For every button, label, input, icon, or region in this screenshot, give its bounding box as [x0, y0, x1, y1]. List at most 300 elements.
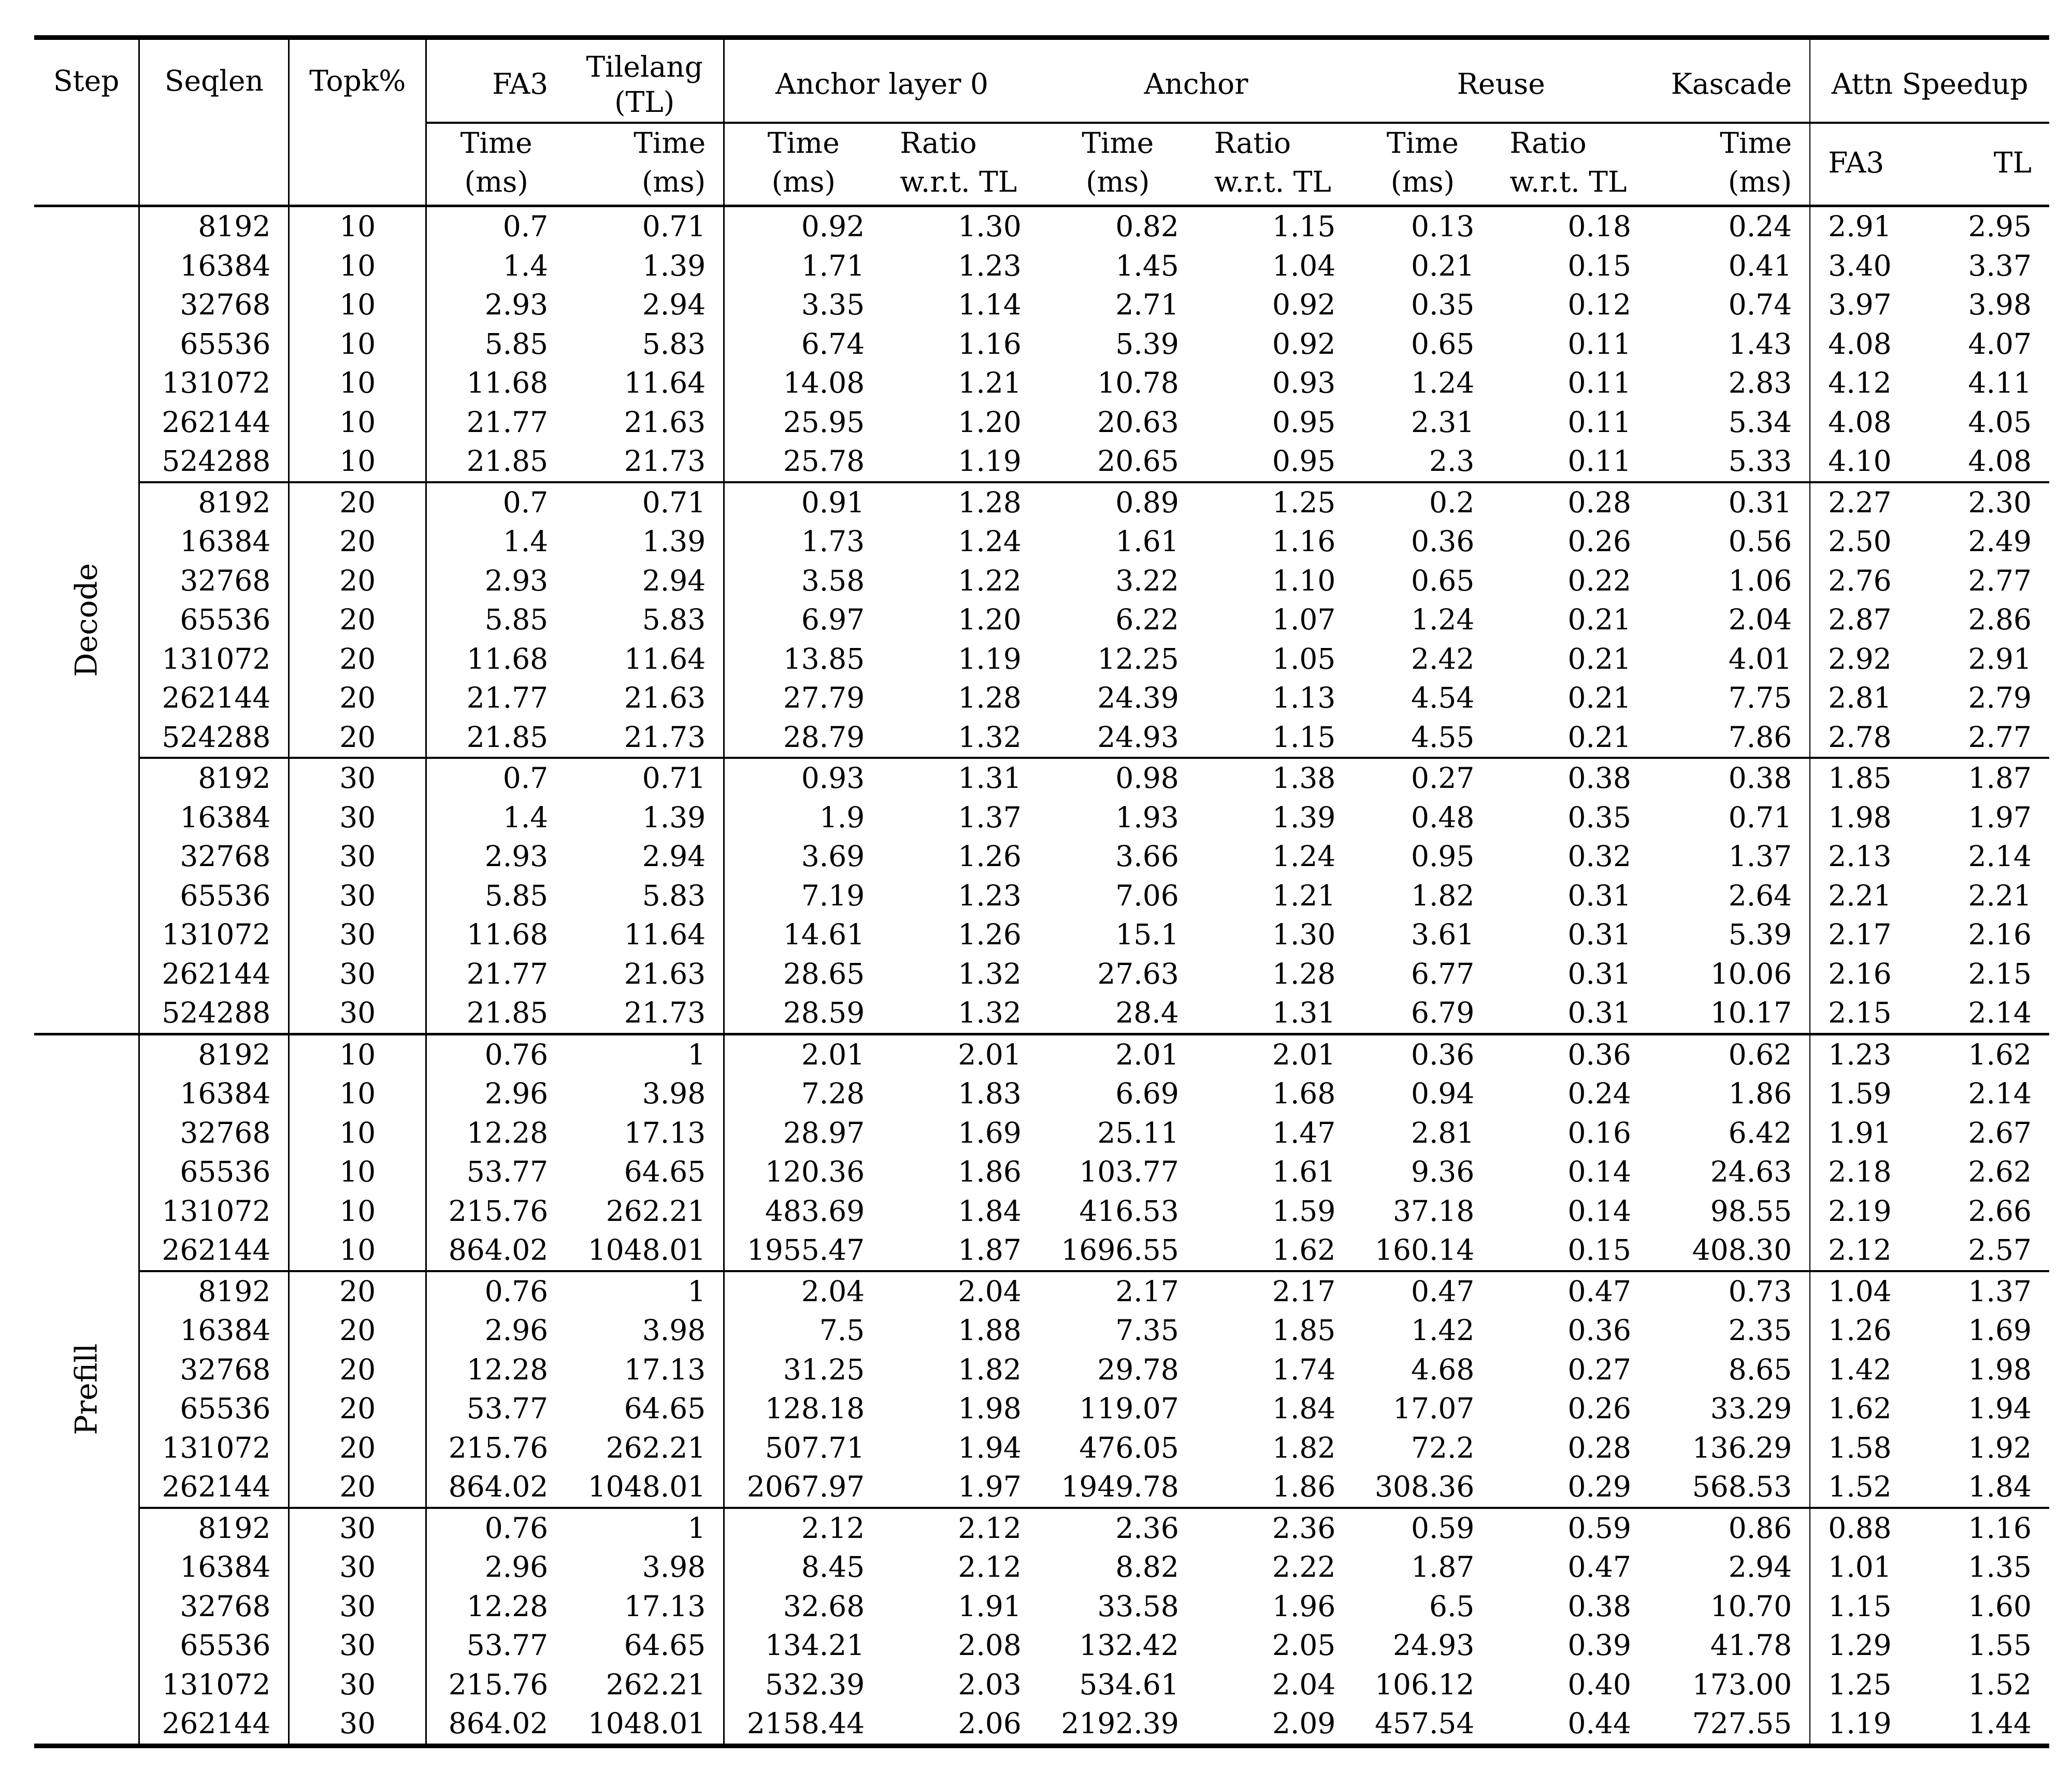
cell-anchor-ratio: 1.39 [1272, 800, 1336, 834]
ratio-label: Ratio [1509, 126, 1587, 160]
results-table-container [34, 35, 2049, 1748]
cell-tl-time: 64.65 [624, 1392, 706, 1425]
cell-anchor-ratio: 1.04 [1272, 249, 1336, 282]
cell-fa3-time: 21.77 [426, 403, 566, 442]
cell-anchor-ratio: 0.92 [1272, 327, 1336, 361]
cell-topk: 30 [289, 1665, 426, 1705]
cell-anchor-time: 8.82 [1115, 1550, 1179, 1583]
cell-anchor0-ratio: 1.19 [958, 642, 1021, 675]
cell-anchor0-time: 8.45 [724, 1548, 883, 1587]
cell-anchor0-time: 128.18 [724, 1389, 883, 1429]
table-row [34, 247, 2049, 286]
cell-anchor0-ratio: 1.24 [958, 525, 1021, 558]
cell-anchor0-time: 134.21 [724, 1626, 883, 1665]
cell-seqlen: 131072 [139, 1429, 289, 1468]
cell-anchor-ratio: 0.93 [1272, 366, 1336, 399]
wrt-tl-label: w.r.t. TL [1214, 165, 1331, 198]
cell-topk: 20 [289, 1429, 426, 1468]
cell-anchor-time: 15.1 [1115, 918, 1179, 951]
cell-reuse-ratio: 0.15 [1567, 1233, 1631, 1266]
cell-tl-time: 21.73 [624, 444, 706, 478]
cell-seqlen: 262144 [139, 955, 289, 994]
subheader-anchor0-ratio [882, 123, 1039, 206]
cell-speedup-fa3: 4.08 [1810, 325, 1930, 364]
cell-seqlen: 65536 [139, 325, 289, 364]
cell-topk: 20 [289, 1467, 426, 1508]
cell-anchor-time: 6.69 [1115, 1077, 1179, 1110]
header-row-1 [34, 38, 2049, 123]
cell-anchor0-ratio: 1.98 [958, 1392, 1021, 1425]
cell-anchor-ratio: 1.15 [1197, 206, 1354, 247]
cell-speedup-fa3: 1.52 [1810, 1467, 1930, 1508]
cell-anchor0-time: 532.39 [724, 1665, 883, 1705]
cell-kascade-time: 1.37 [1728, 840, 1792, 873]
cell-anchor0-ratio: 1.20 [958, 405, 1021, 439]
cell-topk: 10 [289, 364, 426, 403]
cell-anchor-ratio: 1.38 [1197, 758, 1354, 798]
cell-anchor-ratio: 1.15 [1272, 720, 1336, 754]
cell-speedup-fa3: 1.91 [1810, 1114, 1930, 1153]
cell-seqlen: 32768 [139, 1350, 289, 1390]
header-tilelang-line1: Tilelang [586, 50, 703, 83]
table-row [34, 1153, 2049, 1192]
cell-fa3-time: 5.85 [426, 600, 566, 640]
cell-kascade-time: 2.83 [1728, 366, 1792, 399]
cell-tl-time: 1048.01 [587, 1233, 706, 1266]
cell-reuse-ratio: 0.31 [1567, 918, 1631, 951]
time-label: Time [1082, 126, 1154, 160]
cell-kascade-time: 33.29 [1710, 1392, 1792, 1425]
cell-kascade-time: 1.43 [1728, 327, 1792, 361]
cell-anchor-time: 0.89 [1039, 482, 1197, 523]
cell-anchor0-time: 32.68 [724, 1587, 883, 1626]
cell-speedup-fa3: 1.04 [1810, 1271, 1930, 1312]
cell-speedup-tl: 2.14 [1968, 1077, 2032, 1110]
cell-anchor0-ratio: 1.16 [958, 327, 1021, 361]
cell-anchor-ratio: 2.36 [1197, 1508, 1354, 1548]
cell-reuse-time: 2.42 [1411, 642, 1475, 675]
cell-anchor-time: 103.77 [1079, 1155, 1179, 1188]
cell-speedup-tl: 2.67 [1968, 1116, 2032, 1149]
table-row [34, 325, 2049, 364]
cell-seqlen: 262144 [139, 1467, 289, 1508]
cell-anchor-time: 0.82 [1039, 206, 1197, 247]
cell-fa3-time: 2.96 [426, 1548, 566, 1587]
cell-anchor-time: 5.39 [1115, 327, 1179, 361]
cell-seqlen: 65536 [139, 876, 289, 916]
cell-reuse-time: 0.47 [1353, 1271, 1492, 1312]
cell-seqlen: 131072 [139, 640, 289, 679]
cell-seqlen: 16384 [139, 247, 289, 286]
cell-anchor-time: 2.17 [1039, 1271, 1197, 1312]
table-row [34, 403, 2049, 442]
cell-reuse-time: 0.35 [1411, 288, 1475, 321]
cell-seqlen: 131072 [139, 915, 289, 955]
header-reuse: Reuse [1353, 38, 1649, 123]
cell-speedup-fa3: 2.92 [1810, 640, 1930, 679]
cell-kascade-time: 568.53 [1692, 1470, 1792, 1503]
cell-reuse-time: 0.59 [1353, 1508, 1492, 1548]
cell-anchor-time: 24.39 [1097, 681, 1179, 714]
cell-fa3-time: 11.68 [426, 364, 566, 403]
cell-speedup-fa3: 1.85 [1810, 758, 1930, 798]
cell-speedup-fa3: 1.26 [1810, 1311, 1930, 1350]
cell-topk: 10 [289, 285, 426, 325]
cell-anchor0-ratio: 2.06 [882, 1704, 1039, 1746]
cell-anchor-ratio: 2.09 [1197, 1704, 1354, 1746]
cell-anchor-time: 2.36 [1039, 1508, 1197, 1548]
cell-anchor-time: 3.66 [1115, 840, 1179, 873]
cell-anchor0-time: 7.28 [724, 1074, 883, 1114]
cell-kascade-time: 0.41 [1728, 249, 1792, 282]
cell-tl-time: 64.65 [624, 1155, 706, 1188]
table-row [34, 1429, 2049, 1468]
cell-topk: 20 [289, 482, 426, 523]
cell-anchor-ratio: 1.16 [1272, 525, 1336, 558]
cell-tl-time: 2.94 [642, 840, 706, 873]
cell-anchor-ratio: 2.17 [1197, 1271, 1354, 1312]
cell-anchor-time: 2.71 [1115, 288, 1179, 321]
table-row [34, 1626, 2049, 1665]
cell-speedup-tl: 2.14 [1968, 996, 2032, 1029]
cell-fa3-time: 864.02 [426, 1231, 566, 1271]
cell-topk: 10 [289, 1231, 426, 1271]
cell-anchor-ratio: 1.61 [1272, 1155, 1336, 1188]
cell-anchor-time: 1.93 [1115, 800, 1179, 834]
cell-anchor-time: 2.01 [1039, 1034, 1197, 1074]
cell-reuse-time: 1.24 [1411, 603, 1475, 636]
cell-reuse-ratio: 0.39 [1567, 1629, 1631, 1662]
cell-tl-time: 2.94 [642, 564, 706, 597]
cell-anchor0-time: 6.74 [724, 325, 883, 364]
cell-reuse-ratio: 0.24 [1567, 1077, 1631, 1110]
cell-anchor-time: 7.06 [1115, 879, 1179, 912]
cell-anchor-ratio: 2.22 [1272, 1550, 1336, 1583]
cell-speedup-tl: 2.30 [1930, 482, 2049, 523]
cell-fa3-time: 1.4 [426, 247, 566, 286]
cell-anchor-ratio: 1.31 [1272, 996, 1336, 1029]
cell-topk: 20 [289, 1311, 426, 1350]
cell-anchor0-time: 1.9 [724, 798, 883, 838]
cell-anchor0-time: 2.04 [724, 1271, 883, 1312]
cell-speedup-fa3: 1.42 [1810, 1350, 1930, 1390]
cell-fa3-time: 21.85 [426, 994, 566, 1034]
table-row [34, 1192, 2049, 1231]
cell-speedup-tl: 4.08 [1968, 444, 2032, 478]
cell-reuse-time: 0.48 [1411, 800, 1475, 834]
cell-reuse-time: 0.21 [1411, 249, 1475, 282]
cell-anchor0-time: 25.78 [724, 442, 883, 482]
cell-anchor0-ratio: 2.12 [958, 1550, 1021, 1583]
cell-speedup-tl: 4.07 [1968, 327, 2032, 361]
cell-speedup-tl: 1.35 [1968, 1550, 2032, 1583]
cell-anchor0-ratio: 1.32 [958, 996, 1021, 1029]
cell-reuse-ratio: 0.32 [1567, 840, 1631, 873]
cell-kascade-time: 10.70 [1710, 1589, 1792, 1623]
cell-fa3-time: 0.76 [426, 1271, 566, 1312]
cell-kascade-time: 0.56 [1728, 525, 1792, 558]
cell-seqlen: 32768 [139, 1587, 289, 1626]
cell-topk: 10 [289, 247, 426, 286]
cell-anchor-ratio: 1.47 [1272, 1116, 1336, 1149]
cell-anchor0-ratio: 1.84 [958, 1194, 1021, 1228]
cell-anchor-ratio: 1.86 [1272, 1470, 1336, 1503]
wrt-tl-label: w.r.t. TL [1509, 165, 1627, 198]
cell-topk: 30 [289, 1508, 426, 1548]
cell-anchor-time: 534.61 [1079, 1667, 1179, 1701]
cell-topk: 20 [289, 718, 426, 758]
cell-anchor-ratio: 1.24 [1272, 840, 1336, 873]
cell-tl-time: 17.13 [624, 1116, 706, 1149]
cell-anchor0-time: 1955.47 [724, 1231, 883, 1271]
cell-kascade-time: 0.31 [1649, 482, 1810, 523]
table-row [34, 640, 2049, 679]
cell-reuse-ratio: 0.11 [1567, 366, 1631, 399]
cell-topk: 20 [289, 679, 426, 718]
cell-anchor0-ratio: 1.32 [958, 720, 1021, 754]
cell-reuse-time: 457.54 [1353, 1704, 1492, 1746]
cell-reuse-ratio: 0.22 [1567, 564, 1631, 597]
cell-anchor0-ratio: 1.97 [958, 1470, 1021, 1503]
table-row [34, 1231, 2049, 1271]
cell-fa3-time: 2.96 [426, 1074, 566, 1114]
cell-anchor0-time: 14.61 [724, 915, 883, 955]
cell-anchor-ratio: 1.05 [1272, 642, 1336, 675]
cell-anchor0-ratio: 2.01 [882, 1034, 1039, 1074]
cell-anchor0-time: 3.35 [724, 285, 883, 325]
header-fa3: FA3 [426, 38, 566, 123]
cell-topk: 30 [289, 915, 426, 955]
cell-reuse-ratio: 0.29 [1567, 1470, 1631, 1503]
cell-speedup-tl: 1.62 [1930, 1034, 2049, 1074]
cell-speedup-tl: 1.69 [1968, 1314, 2032, 1347]
cell-seqlen: 8192 [139, 1271, 289, 1312]
cell-anchor-ratio: 1.25 [1197, 482, 1354, 523]
cell-kascade-time: 0.86 [1649, 1508, 1810, 1548]
cell-tl-time: 1048.01 [587, 1470, 706, 1503]
cell-tl-time: 11.64 [624, 642, 706, 675]
cell-anchor-ratio: 1.13 [1272, 681, 1336, 714]
header-topk: Topk% [289, 38, 426, 206]
cell-tl-time: 5.83 [642, 327, 706, 361]
cell-anchor0-ratio: 1.91 [958, 1589, 1021, 1623]
cell-topk: 10 [289, 442, 426, 482]
cell-anchor0-ratio: 1.22 [958, 564, 1021, 597]
cell-fa3-time: 0.76 [426, 1034, 566, 1074]
table-row [34, 1587, 2049, 1626]
cell-speedup-tl: 1.44 [1930, 1704, 2049, 1746]
cell-kascade-time: 7.86 [1728, 720, 1792, 754]
cell-kascade-time: 0.71 [1728, 800, 1792, 834]
ms-label: (ms) [1390, 165, 1455, 198]
cell-anchor-time: 2192.39 [1039, 1704, 1197, 1746]
cell-speedup-tl: 1.55 [1968, 1629, 2032, 1662]
cell-speedup-fa3: 2.18 [1810, 1153, 1930, 1192]
cell-speedup-fa3: 2.91 [1810, 206, 1930, 247]
cell-speedup-tl: 2.62 [1968, 1155, 2032, 1188]
cell-topk: 30 [289, 994, 426, 1034]
cell-anchor-ratio: 1.59 [1272, 1194, 1336, 1228]
cell-anchor0-time: 7.5 [724, 1311, 883, 1350]
cell-anchor-time: 0.98 [1039, 758, 1197, 798]
cell-topk: 30 [289, 837, 426, 876]
cell-topk: 10 [289, 1074, 426, 1114]
cell-anchor0-ratio: 1.23 [958, 249, 1021, 282]
cell-speedup-tl: 1.84 [1968, 1470, 2032, 1503]
cell-anchor-ratio: 2.04 [1272, 1667, 1336, 1701]
cell-anchor-time: 28.4 [1115, 996, 1179, 1029]
cell-topk: 10 [289, 1114, 426, 1153]
cell-topk: 30 [289, 1626, 426, 1665]
cell-kascade-time: 2.35 [1728, 1314, 1792, 1347]
cell-anchor0-time: 507.71 [724, 1429, 883, 1468]
cell-anchor0-time: 28.97 [724, 1114, 883, 1153]
cell-anchor0-time: 28.79 [724, 718, 883, 758]
cell-speedup-tl: 4.05 [1968, 405, 2032, 439]
cell-kascade-time: 0.62 [1649, 1034, 1810, 1074]
cell-seqlen: 65536 [139, 1389, 289, 1429]
cell-reuse-time: 6.5 [1429, 1589, 1475, 1623]
cell-speedup-tl: 1.60 [1968, 1589, 2032, 1623]
cell-anchor0-time: 120.36 [724, 1153, 883, 1192]
ms-label: (ms) [771, 165, 836, 198]
cell-anchor0-ratio: 1.23 [958, 879, 1021, 912]
cell-anchor-ratio: 1.74 [1272, 1352, 1336, 1386]
cell-reuse-time: 0.65 [1411, 564, 1475, 597]
cell-anchor0-ratio: 1.28 [882, 482, 1039, 523]
cell-speedup-tl: 2.21 [1968, 879, 2032, 912]
cell-anchor-ratio: 0.92 [1272, 288, 1336, 321]
cell-tl-time: 5.83 [642, 603, 706, 636]
cell-anchor-ratio: 1.21 [1272, 879, 1336, 912]
subheader-tl-time [566, 123, 724, 206]
cell-anchor0-ratio: 2.03 [958, 1667, 1021, 1701]
cell-speedup-tl: 1.37 [1930, 1271, 2049, 1312]
cell-speedup-fa3: 4.08 [1810, 403, 1930, 442]
table-row [34, 994, 2049, 1034]
cell-tl-time: 17.13 [624, 1352, 706, 1386]
cell-reuse-time: 0.65 [1411, 327, 1475, 361]
cell-anchor0-ratio: 1.83 [958, 1077, 1021, 1110]
cell-speedup-fa3: 4.10 [1810, 442, 1930, 482]
cell-reuse-time: 6.79 [1411, 996, 1475, 1029]
cell-anchor0-ratio: 1.26 [958, 840, 1021, 873]
header-tilelang-line2: (TL) [614, 85, 675, 119]
cell-anchor-time: 25.11 [1097, 1116, 1179, 1149]
cell-tl-time: 0.71 [566, 206, 724, 247]
cell-fa3-time: 0.7 [426, 206, 566, 247]
cell-fa3-time: 21.77 [426, 955, 566, 994]
cell-fa3-time: 2.96 [426, 1311, 566, 1350]
cell-speedup-tl: 2.86 [1968, 603, 2032, 636]
cell-kascade-time: 727.55 [1649, 1704, 1810, 1746]
cell-reuse-time: 160.14 [1374, 1233, 1475, 1266]
cell-anchor0-time: 2.01 [724, 1034, 883, 1074]
cell-reuse-time: 2.31 [1411, 405, 1475, 439]
cell-reuse-ratio: 0.31 [1567, 996, 1631, 1029]
cell-anchor-ratio: 0.95 [1272, 405, 1336, 439]
cell-tl-time: 3.98 [642, 1550, 706, 1583]
cell-topk: 30 [289, 1587, 426, 1626]
cell-anchor0-time: 14.08 [724, 364, 883, 403]
cell-speedup-tl: 1.94 [1968, 1392, 2032, 1425]
cell-anchor-ratio: 1.07 [1272, 603, 1336, 636]
cell-kascade-time: 0.74 [1728, 288, 1792, 321]
cell-fa3-time: 0.7 [426, 758, 566, 798]
cell-reuse-ratio: 0.12 [1567, 288, 1631, 321]
cell-seqlen: 524288 [139, 994, 289, 1034]
cell-speedup-fa3: 1.29 [1810, 1626, 1930, 1665]
cell-seqlen: 16384 [139, 1548, 289, 1587]
cell-kascade-time: 10.06 [1710, 957, 1792, 990]
cell-topk: 20 [289, 640, 426, 679]
cell-speedup-tl: 2.77 [1968, 720, 2032, 754]
cell-fa3-time: 53.77 [426, 1389, 566, 1429]
time-label: Time [767, 126, 840, 160]
cell-tl-time: 11.64 [624, 366, 706, 399]
cell-speedup-fa3: 2.17 [1810, 915, 1930, 955]
cell-anchor-ratio: 1.82 [1272, 1431, 1336, 1464]
table-body [34, 206, 2049, 1746]
cell-topk: 20 [289, 1350, 426, 1390]
time-label: Time [634, 126, 706, 160]
table-row [34, 1665, 2049, 1705]
cell-reuse-ratio: 0.18 [1492, 206, 1649, 247]
cell-speedup-fa3: 3.40 [1810, 247, 1930, 286]
table-row [34, 285, 2049, 325]
cell-reuse-ratio: 0.28 [1567, 1431, 1631, 1464]
cell-tl-time: 21.63 [624, 405, 706, 439]
header-anchor-layer0: Anchor layer 0 [724, 38, 1039, 123]
cell-fa3-time: 21.77 [426, 679, 566, 718]
cell-reuse-time: 72.2 [1411, 1431, 1475, 1464]
cell-reuse-time: 0.36 [1411, 525, 1475, 558]
cell-anchor-time: 20.65 [1097, 444, 1179, 478]
table-row [34, 915, 2049, 955]
table-row [34, 798, 2049, 838]
cell-tl-time: 3.98 [642, 1077, 706, 1110]
cell-anchor0-time: 7.19 [724, 876, 883, 916]
cell-fa3-time: 864.02 [426, 1467, 566, 1508]
cell-reuse-time: 9.36 [1411, 1155, 1475, 1188]
cell-reuse-time: 4.55 [1411, 720, 1475, 754]
cell-reuse-time: 2.81 [1411, 1116, 1475, 1149]
cell-reuse-time: 0.13 [1353, 206, 1492, 247]
cell-speedup-fa3: 3.97 [1810, 285, 1930, 325]
cell-anchor-ratio: 1.85 [1272, 1314, 1336, 1347]
cell-reuse-time: 308.36 [1374, 1470, 1475, 1503]
cell-fa3-time: 2.93 [426, 561, 566, 601]
cell-reuse-ratio: 0.31 [1567, 879, 1631, 912]
cell-fa3-time: 21.85 [426, 442, 566, 482]
cell-anchor0-time: 1.73 [724, 522, 883, 561]
cell-reuse-time: 24.93 [1392, 1629, 1475, 1662]
cell-anchor0-ratio: 1.31 [882, 758, 1039, 798]
table-row [34, 837, 2049, 876]
cell-speedup-fa3: 1.01 [1810, 1548, 1930, 1587]
cell-anchor0-ratio: 1.86 [958, 1155, 1021, 1188]
cell-reuse-time: 1.24 [1411, 366, 1475, 399]
subheader-anchor0-time [724, 123, 883, 206]
cell-anchor0-time: 3.69 [724, 837, 883, 876]
cell-tl-time: 0.71 [566, 482, 724, 523]
cell-speedup-fa3: 2.50 [1810, 522, 1930, 561]
cell-seqlen: 8192 [139, 206, 289, 247]
cell-speedup-fa3: 2.19 [1810, 1192, 1930, 1231]
cell-topk: 30 [289, 876, 426, 916]
cell-kascade-time: 5.39 [1728, 918, 1792, 951]
cell-seqlen: 131072 [139, 364, 289, 403]
